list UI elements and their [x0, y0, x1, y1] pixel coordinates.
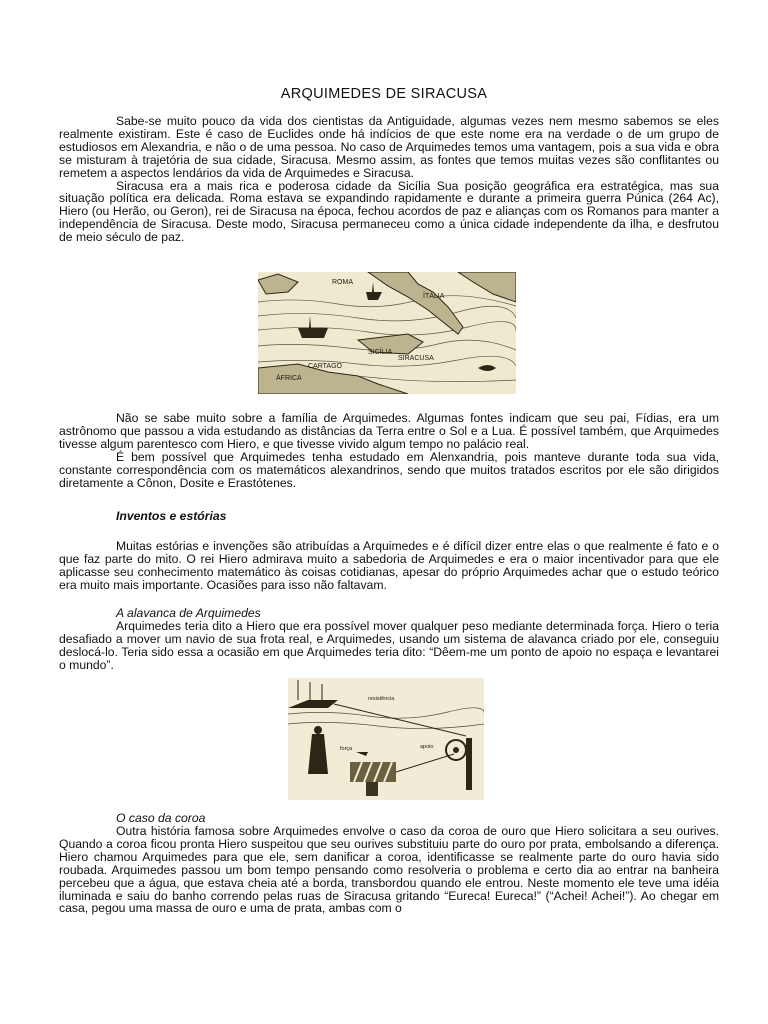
- lever-label-forca: força: [340, 746, 353, 752]
- mediterranean-map-image: [258, 272, 516, 394]
- section-heading-alavanca: A alavanca de Arquimedes: [116, 606, 261, 620]
- paragraph-intro-2: Siracusa era a mais rica e poderosa cidade da Sicília Sua posição geográfica era estratégica, mas sua situação política era delicada. Roma estava se expandindo rapidamente e durante a primeira guerra Púnica (264 Ac), Hiero (ou Herão, ou Geron), rei de Siracusa na época, fechou acordos de paz e alianças com os Romanos para manter a independência de Siracusa. Deste modo, Siracusa permaneceu como a única cidade independente da ilha, e desfrutou de meio século de paz.: [59, 178, 719, 245]
- family-section: [59, 412, 719, 489]
- map-label-siracusa: SIRACUSA: [398, 355, 434, 362]
- map-label-roma: ROMA: [332, 279, 353, 286]
- lever-label-resistencia: resistência: [368, 696, 395, 702]
- paragraph-family-2: É bem possível que Arquimedes tenha estudado em Alenxandria, pois manteve durante toda sua vida, constante correspondência com os matemáticos alexandrinos, sendo que muitos tratados escritos por ele são dirigidos diretamente a Cônon, Dosite e Erastótenes.: [59, 449, 719, 490]
- paragraph-alavanca: Arquimedes teria dito a Hiero que era possível mover qualquer peso mediante determinada força. Hiero o teria desafiado a mover um navio de sua frota real, e Arquimedes, usando um sistema de alavanca criado por ele, conseguiu deslocá-lo. Teria sido essa a ocasião em que Arquimedes teria dito: “Dêem-me um ponto de apoio no espaça e levantarei o mundo”.: [59, 619, 719, 672]
- paragraph-inventos: Muitas estórias e invenções são atribuídas a Arquimedes e é difícil dizer entre elas o que realmente é fato e o que faz parte do mito. O rei Hiero admirava muito a sabedoria de Arquimedes e era o maior incentivador para que ele aplicasse seu conhecimento matemático às coisas cotidianas, apesar do próprio Arquimedes achar que o estudo teórico era muito mais importante. Ocasiões para isso não faltavam.: [59, 539, 719, 592]
- map-label-italia: ÍTÁLIA: [423, 293, 445, 300]
- map-label-cartago: CARTAGO: [308, 363, 342, 370]
- archimedes-lever-image: [288, 678, 484, 800]
- page-title: ARQUIMEDES DE SIRACUSA: [280, 86, 488, 102]
- lever-label-apoio: apoio: [420, 744, 434, 750]
- map-label-africa: ÁFRICA: [276, 375, 302, 382]
- section-heading-inventos: Inventos e estórias: [116, 509, 227, 523]
- paragraph-coroa: Outra história famosa sobre Arquimedes envolve o caso da coroa de ouro que Hiero solicitara a seu ourives. Quando a coroa ficou pronta Hiero suspeitou que seu ourives substituiu parte do ouro por prata, embolsando a diferença. Hiero chamou Arquimedes para que ele, sem danificar a coroa, identificasse se realmente parte do ouro havia sido roubada. Arquimedes passou um bom tempo pensando como resolveria o problema e certo dia ao entrar na banheira percebeu que a água, que estava cheia até a borda, transbordou quando ele entrou. Neste momento ele teve uma idéia iluminada e saiu do banho correndo pelas ruas de Siracusa gritando “Eureca! Eureca!” (“Achei! Achei!”). Ao chegar em casa, pegou uma massa de ouro e uma de prata, ambas com o: [59, 824, 719, 916]
- section-heading-coroa: O caso da coroa: [116, 811, 206, 825]
- coroa-section: [59, 825, 719, 915]
- paragraph-intro-1: Sabe-se muito pouco da vida dos cientistas da Antiguidade, algumas vezes nem mesmo sabemos se eles realmente existiram. Este é caso de Euclides onde há indícios de que este nome era na verdade o de um grupo de estudiosos em Alexandria, e não o de uma pessoa. No caso de Arquimedes temos uma vantagem, pois a sua vida e obra se misturam à trajetória de sua cidade, Siracusa. Mesmo assim, as fontes que temos muitas vezes são conflitantes ou remetem a aspectos lendários da vida de Arquimedes e Siracusa.: [59, 114, 719, 180]
- inventos-section: [59, 540, 719, 592]
- alavanca-section: [59, 620, 719, 672]
- map-label-sicilia: SICÍLIA: [368, 349, 393, 356]
- paragraph-family-1: Não se sabe muito sobre a família de Arquimedes. Algumas fontes indicam que seu pai, Fídias, era um astrônomo que passou a vida estudando as distâncias da Terra entre o Sol e a Lua. É possível também, que Arquimedes tivesse algum parentesco com Hiero, e que tivesse vivido algum tempo no palácio real.: [59, 411, 719, 451]
- intro-section: [59, 115, 719, 244]
